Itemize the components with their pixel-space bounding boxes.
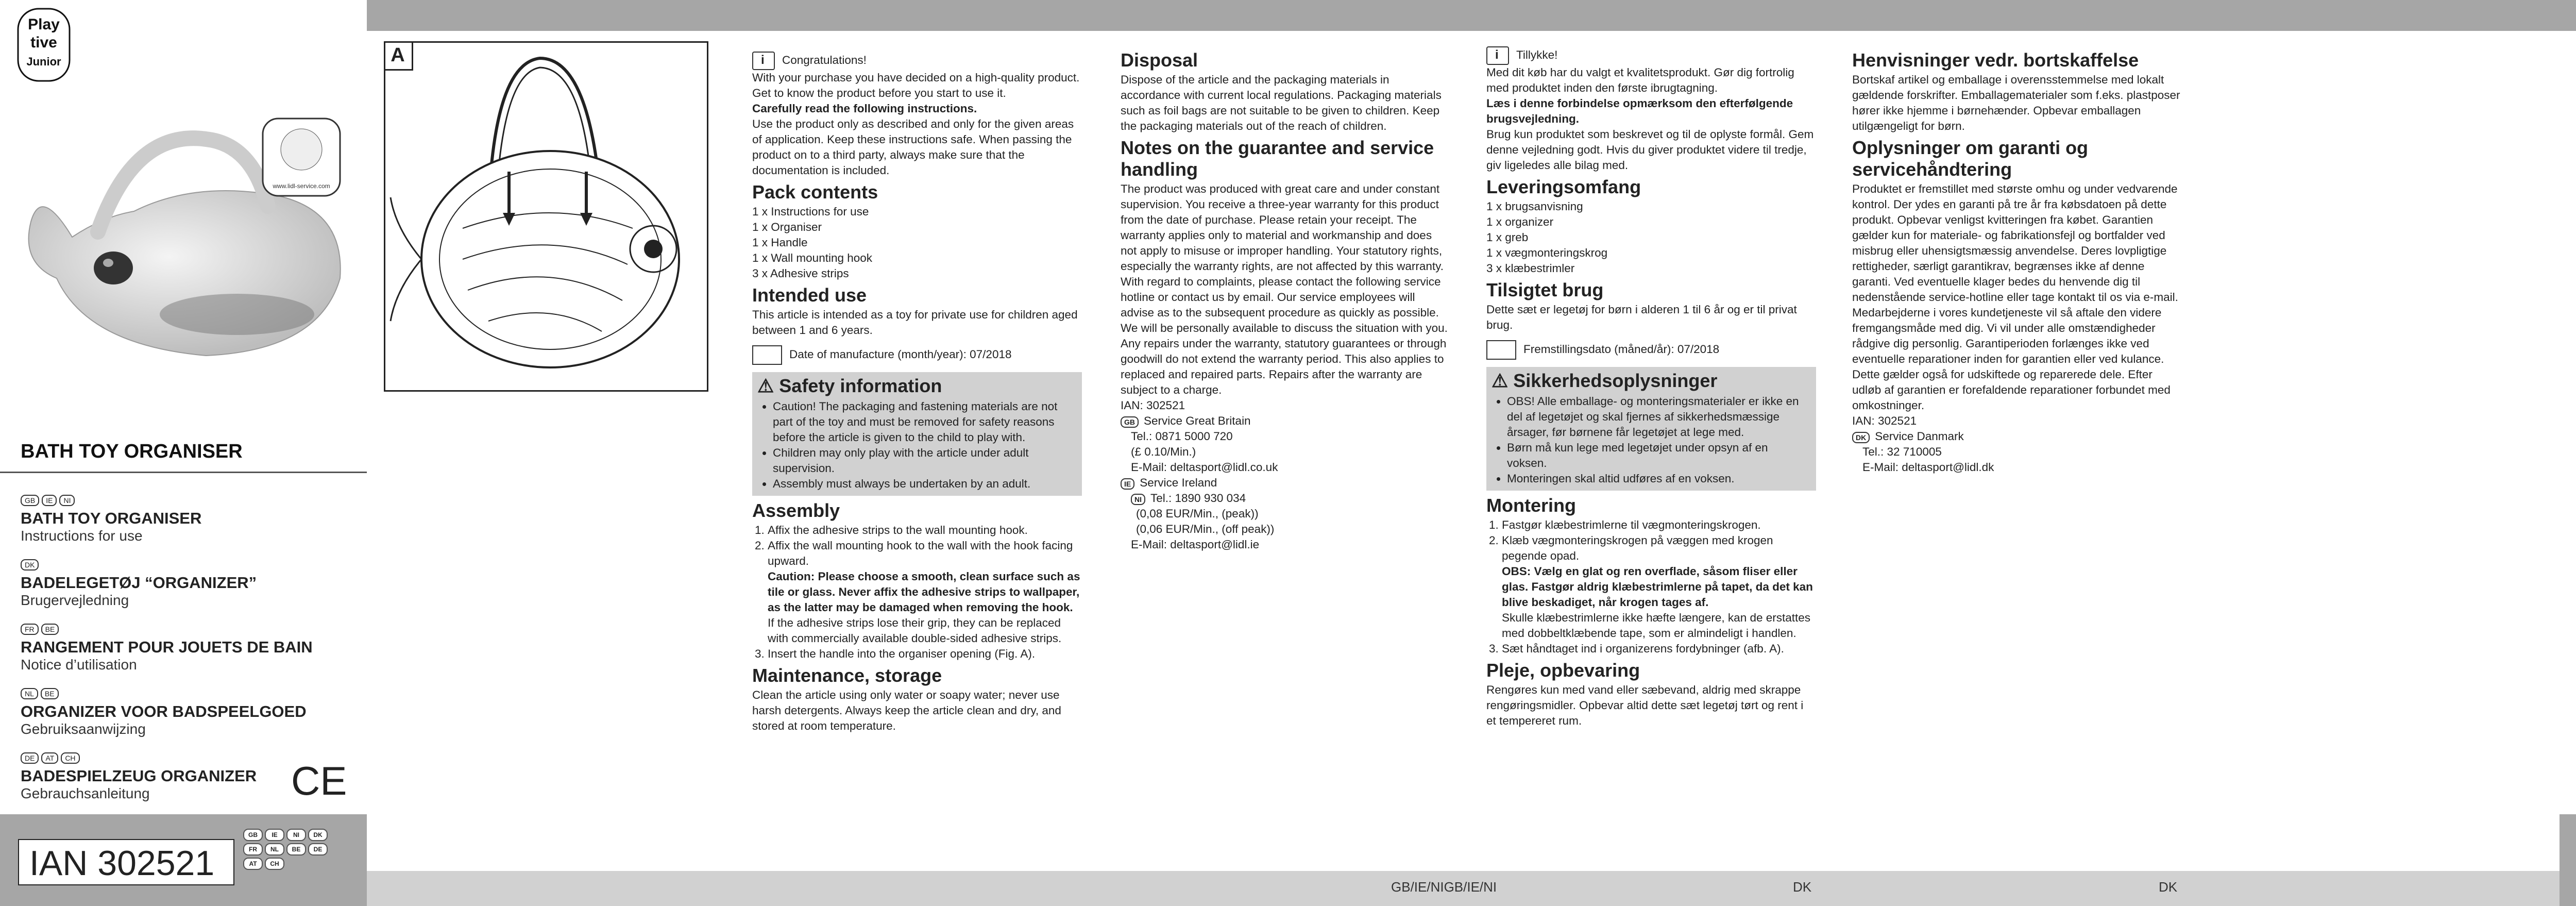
safety-item: • Børn må kun lege med legetøjet under opsyn af en voksen. bbox=[1507, 440, 1811, 471]
service-dk-email[interactable]: E-Mail: deltasport@lidl.dk bbox=[1862, 461, 1994, 474]
assembly-step: 1. Fastgør klæbestrimlerne til vægmonteringskrogen. bbox=[1502, 517, 1816, 533]
assembly-heading: Montering bbox=[1486, 495, 1576, 516]
pack-item: 3 x klæbestrimler bbox=[1486, 262, 1575, 275]
service-ie-tel: Tel.: 1890 930 034 bbox=[1150, 492, 1246, 505]
assembly-note: If the adhesive strips lose their grip, they can be replaced with commercially available double-sided adhesive strips. bbox=[768, 616, 1062, 645]
guarantee-text: Produktet er fremstillet med største omhu og under vedvarende kontrol. Der ydes en garanti på tre år fra købsdatoen på dette produkt. Opbevar venligst kvitteringen fra købet. Garantien gælder kun for materiale- og fabrikationsfejl og bortfalder ved misbrug eller uhensigtsmæssig anvendelse. Deres lovpligtige rettigheder, særligt garantikrav, begrænses ikke af denne garanti. Ved eventuelle klager bedes du henvende dig til nedenstående service-hotline eller tage kontakt til os via e-mail. Medarbejderne i vores kundetjeneste vil så aftale den videre fremgangsmåde med dig. Vi vil under alle omstændigheder rådgive dig personlig. Garantiperioden forlænges ikke ved eventuelle reparationer inden for garantien eller ved kulance. Dette gælder også for udskiftede og reparerede dele. Efter udløb af garantien er forefaldende reparationer forbundet med omkostninger. bbox=[1852, 182, 2178, 412]
assembly-caution: Caution: Please choose a smooth, clean surface such as tile or glass. Never affix the adhesive strips to wallpaper, as the latter may be damaged when removing the hook. bbox=[768, 570, 1080, 614]
intro-text-2: Use the product only as described and only for the given areas of application. Keep these instructions safe. When passing the product on to a third party, always make sure that the documentation is included. bbox=[752, 118, 1074, 177]
pack-contents-heading: Leveringsomfang bbox=[1486, 176, 1641, 197]
title-divider bbox=[0, 472, 367, 473]
assembly-caution: OBS: Vælg en glat og ren overflade, såsom fliser eller glas. Fastgør aldrig klæbestrimlerne på tapet, da det kan blive beskadiget, når krogen tages af. bbox=[1502, 565, 1813, 609]
figure-a-box bbox=[384, 41, 708, 392]
product-title: BATH TOY ORGANISER bbox=[21, 441, 243, 462]
pack-item: 1 x Handle bbox=[752, 236, 808, 249]
disposal-heading: Henvisninger vedr. bortskaffelse bbox=[1852, 49, 2139, 71]
intended-use-heading: Intended use bbox=[752, 284, 867, 306]
language-block-en: GB IE NI BATH TOY ORGANISER Instructions for use bbox=[21, 490, 201, 544]
service-ie-rate-offpeak: (0,06 EUR/Min., (off peak)) bbox=[1136, 523, 1275, 535]
service-ie-rate-peak: (0,08 EUR/Min., (peak)) bbox=[1136, 507, 1259, 520]
column-en-2 bbox=[1121, 46, 1450, 552]
intro-text: Med dit køb har du valgt et kvalitetsprodukt. Gør dig fortrolig med produktet inden den første ibrugtagning. bbox=[1486, 66, 1794, 94]
language-block-dk: DK BADELEGETØJ “ORGANIZER” Brugervejledning bbox=[21, 554, 257, 609]
column-dk-2 bbox=[1852, 46, 2182, 475]
congrats-text: Congratulations! bbox=[782, 53, 867, 66]
pack-item: 1 x Wall mounting hook bbox=[752, 251, 873, 264]
service-gb-rate: (£ 0.10/Min.) bbox=[1131, 445, 1196, 458]
intro-text: With your purchase you have decided on a high-quality product. Get to know the product before you start to use it. bbox=[752, 71, 1080, 99]
disposal-text: Bortskaf artikel og emballage i overensstemmelse med lokalt gældende forskrifter. Emballagematerialer som f.eks. plastposer hører ikke hjemme i børnehænder. Opbevar emballagen utilgængeligt for børn. bbox=[1852, 73, 2180, 132]
maintenance-heading: Maintenance, storage bbox=[752, 665, 942, 686]
intended-use-text: This article is intended as a toy for private use for children aged between 1 and 6 years. bbox=[752, 308, 1078, 337]
gb-flag-icon: GB bbox=[1121, 416, 1139, 428]
logo-line-1: Play bbox=[28, 16, 60, 33]
assembly-note: Skulle klæbestrimlerne ikke hæfte længere, kan de erstattes med dobbeltklæbende tape, som er almindeligt i handlen. bbox=[1502, 611, 1811, 640]
cover-ian-number: IAN 302521 bbox=[18, 839, 234, 885]
pack-item: 1 x vægmonteringskrog bbox=[1486, 246, 1608, 259]
top-grey-bar bbox=[367, 0, 2560, 31]
service-gb-email[interactable]: E-Mail: deltasport@lidl.co.uk bbox=[1131, 461, 1278, 474]
safety-item: • Children may only play with the article under adult supervision. bbox=[773, 445, 1077, 476]
safety-item: • Caution! The packaging and fastening materials are not part of the toy and must be removed for safety reasons before the article is given to the child to play with. bbox=[773, 399, 1077, 445]
safety-item: • OBS! Alle emballage- og monteringsmaterialer er ikke en del af legetøjet og skal fjernes af sikkerhedsmæssige årsager, før børnene får legetøjet at lege med. bbox=[1507, 394, 1811, 440]
figure-a-drawing bbox=[385, 43, 707, 390]
svg-text:www.lidl-service.com: www.lidl-service.com bbox=[273, 182, 330, 190]
instructions-icon bbox=[1486, 46, 1509, 65]
maintenance-text: Clean the article using only water or soapy water; never use harsh detergents. Always keep the article clean and dry, and stored at room temperature. bbox=[752, 689, 1061, 732]
safety-heading: Sikkerhedsoplysninger bbox=[1513, 370, 1718, 391]
service-gb-tel: Tel.: 0871 5000 720 bbox=[1131, 430, 1233, 443]
dk-flag-icon: DK bbox=[1852, 432, 1870, 443]
intended-use-text: Dette sæt er legetøj for børn i alderen 1 til 6 år og er til privat brug. bbox=[1486, 303, 1797, 331]
maintenance-text: Rengøres kun med vand eller sæbevand, aldrig med skrappe rengøringsmidler. Opbevar altid dette sæt legetøj tørt og rent i et tempereret rum. bbox=[1486, 683, 1804, 727]
service-gb: Service Great Britain bbox=[1144, 414, 1251, 427]
maintenance-heading: Pleje, opbevaring bbox=[1486, 660, 1640, 681]
assembly-step: 3. Insert the handle into the organiser opening (Fig. A). bbox=[768, 646, 1082, 662]
ni-flag-icon: NI bbox=[1131, 494, 1145, 505]
pack-item: 3 x Adhesive strips bbox=[752, 267, 849, 280]
language-block-de: DE AT CH BADESPIELZEUG ORGANIZER Gebrauchsanleitung bbox=[21, 747, 257, 802]
date-of-manufacture-icon bbox=[1486, 340, 1516, 360]
safety-item: • Monteringen skal altid udføres af en voksen. bbox=[1507, 471, 1811, 486]
pack-item: 1 x Organiser bbox=[752, 221, 822, 233]
guarantee-text: The product was produced with great care and under constant supervision. You receive a three-year warranty for this product from the date of purchase. Please retain your receipt. The warranty applies only to material and workmanship and does not apply to misuse or improper handling. Your statutory rights, especially the warranty rights, are not affected by this warranty. With regard to complaints, please contact the following service hotline or contact us by email. Our service employees will advise as to the subsequent procedure as quickly as possible. We will be personally available to discuss the situation with you. Any repairs under the warranty, statutory guarantees or through goodwill do not extend the warranty period. This also applies to replaced and repaired parts. Repairs after the warranty are subject to a charge. bbox=[1121, 182, 1448, 396]
instructions-icon bbox=[752, 52, 775, 70]
back-top-bar bbox=[2560, 0, 2576, 31]
logo-line-2: tive bbox=[30, 34, 57, 51]
disposal-heading: Disposal bbox=[1121, 49, 1198, 71]
product-illustration bbox=[10, 108, 361, 376]
column-dk-1 bbox=[1486, 46, 1816, 729]
pack-item: 1 x organizer bbox=[1486, 215, 1554, 228]
back-ian-bar bbox=[2560, 814, 2576, 906]
ie-flag-icon: IE bbox=[1121, 478, 1134, 490]
service-dk: Service Danmark bbox=[1875, 430, 1964, 443]
intended-use-heading: Tilsigtet brug bbox=[1486, 279, 1604, 300]
read-instructions-text: Læs i denne forbindelse opmærksom den efterfølgende brugsvejledning. bbox=[1486, 97, 1793, 125]
disposal-text: Dispose of the article and the packaging materials in accordance with current local regulations. Packaging materials such as foil bags are not suitable to be given to children. Keep the packaging materials out of the reach of children. bbox=[1121, 73, 1442, 132]
lidl-service-sticker bbox=[263, 119, 340, 196]
assembly-step: 2. Klæb vægmonteringskrogen på væggen med krogen pegende opad. OBS: Vælg en glat og ren overflade, såsom fliser eller glas. Fastgør aldrig klæbestrimlerne på tapet, da det kan blive beskadiget, når krogen tages af. Skulle klæbestrimlerne ikke hæfte længere, kan de erstattes med dobbeltklæbende tape, som er almindeligt i handlen. bbox=[1502, 533, 1816, 641]
safety-item: • Assembly must always be undertaken by an adult. bbox=[773, 476, 1077, 492]
safety-box bbox=[1486, 367, 1816, 491]
footer-label-en: GB/IE/NIGB/IE/NI bbox=[1391, 879, 1497, 895]
assembly-step: 2. Affix the wall mounting hook to the wall with the hook facing upward. Caution: Please choose a smooth, clean surface such as tile or glass. Never affix the adhesive strips to wallpaper, as the latter may be damaged when removing the hook. If the adhesive strips lose their grip, they can be replaced with commercially available double-sided adhesive strips. bbox=[768, 538, 1082, 646]
service-ie-email[interactable]: E-Mail: deltasport@lidl.ie bbox=[1131, 538, 1260, 551]
column-en-1 bbox=[752, 52, 1082, 734]
language-block-nl: NL BE ORGANIZER VOOR BADSPEELGOED Gebruiksaanwijzing bbox=[21, 683, 307, 737]
guarantee-heading: Notes on the guarantee and service handling bbox=[1121, 137, 1434, 180]
service-ie: Service Ireland bbox=[1140, 476, 1217, 489]
pack-contents-heading: Pack contents bbox=[752, 181, 878, 203]
pack-item: 1 x brugsanvisning bbox=[1486, 200, 1583, 213]
ce-mark: CE bbox=[291, 758, 347, 803]
language-block-fr: FR BE RANGEMENT POUR JOUETS DE BAIN Notice d’utilisation bbox=[21, 618, 313, 673]
assembly-step: 1. Affix the adhesive strips to the wall mounting hook. bbox=[768, 523, 1082, 538]
cover-panel bbox=[0, 0, 367, 906]
warning-icon: ⚠ bbox=[1492, 370, 1509, 391]
intro-text-2: Brug kun produktet som beskrevet og til de oplyste formål. Gem denne vejledning godt. Hvis du giver produktet videre til tredje, giv ligeledes alle bilag med. bbox=[1486, 128, 1814, 172]
warning-icon: ⚠ bbox=[757, 375, 774, 396]
date-of-manufacture-text: Fremstillingsdato (måned/år): 07/2018 bbox=[1523, 342, 1720, 356]
assembly-step: 3. Sæt håndtaget ind i organizerens fordybninger (afb. A). bbox=[1502, 641, 1816, 657]
date-of-manufacture-text: Date of manufacture (month/year): 07/2018 bbox=[789, 347, 1012, 361]
cover-flag-grid: GB IE NI DKFR NL BE DEAT CH bbox=[242, 828, 345, 871]
footer-label-dk-2: DK bbox=[2159, 879, 2178, 895]
footer-label-dk-1: DK bbox=[1793, 879, 1812, 895]
ian-text: IAN: 302521 bbox=[1852, 414, 1917, 427]
ian-text: IAN: 302521 bbox=[1121, 399, 1185, 412]
pack-item: 1 x Instructions for use bbox=[752, 205, 869, 218]
figure-a-label: A bbox=[384, 41, 413, 71]
guarantee-heading: Oplysninger om garanti og servicehåndtering bbox=[1852, 137, 2089, 180]
assembly-heading: Assembly bbox=[752, 500, 840, 521]
pack-item: 1 x greb bbox=[1486, 231, 1529, 244]
safety-box bbox=[752, 372, 1082, 496]
playtive-junior-logo bbox=[15, 6, 72, 83]
logo-line-3: Junior bbox=[26, 55, 61, 68]
congrats-text: Tillykke! bbox=[1516, 48, 1558, 61]
safety-heading: Safety information bbox=[779, 375, 942, 396]
read-instructions-text: Carefully read the following instructions. bbox=[752, 102, 977, 115]
date-of-manufacture-icon bbox=[752, 345, 782, 365]
back-panel bbox=[2560, 0, 2576, 906]
service-dk-tel: Tel.: 32 710005 bbox=[1862, 445, 1942, 458]
